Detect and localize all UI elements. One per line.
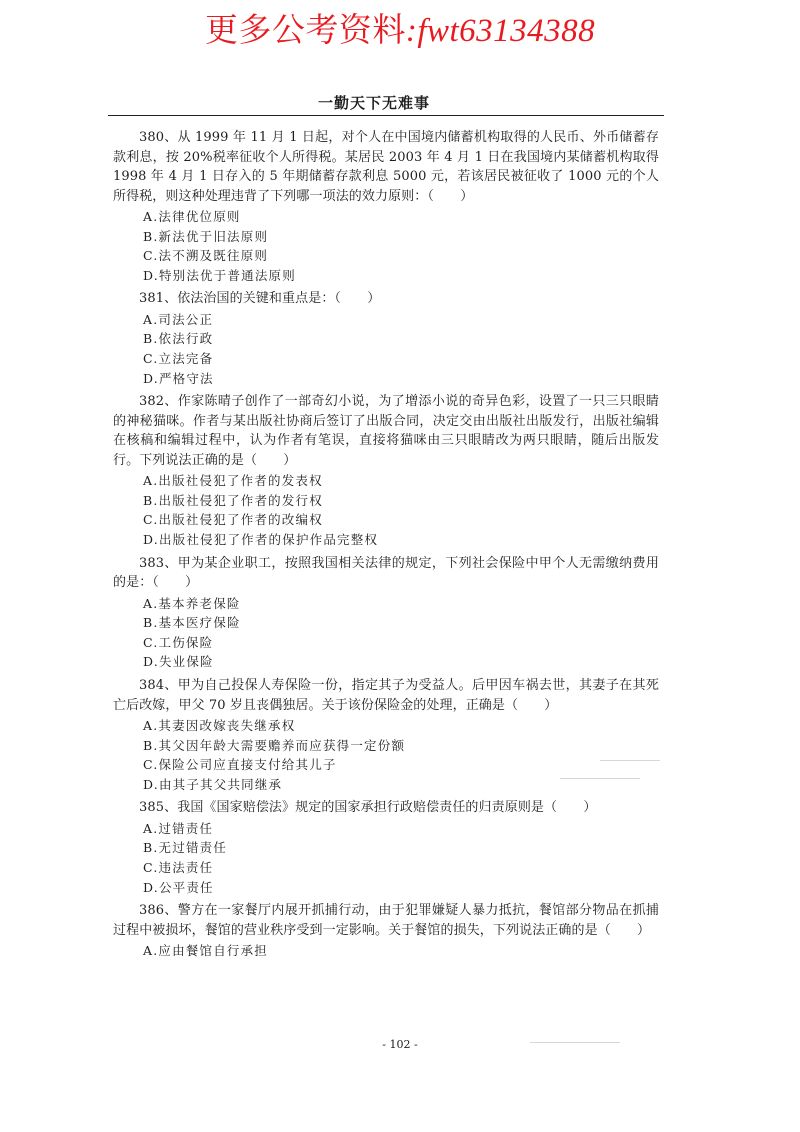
scan-artifact — [530, 1042, 620, 1043]
option-list — [113, 941, 659, 961]
question-stem: 383、甲为某企业职工，按照我国相关法律的规定，下列社会保险中甲个人无需缴纳费用的是：（ ） — [113, 555, 659, 591]
question-380 — [113, 128, 659, 285]
option-b: B.新法优于旧法原则 — [143, 228, 269, 244]
option-b: B.依法行政 — [143, 331, 214, 347]
question-stem: 384、甲为自己投保人寿保险一份，指定其子为受益人。后甲因车祸去世，其妻子在其死亡后改嫁，甲父 70 岁且丧偶独居。关于该份保险金的处理，正确是（ ） — [113, 678, 659, 713]
option-d: D.公平责任 — [143, 879, 214, 895]
option-d: D.特别法优于普通法原则 — [143, 267, 296, 283]
question-384 — [113, 676, 659, 794]
watermark-contact: :fwt63134388 — [405, 13, 596, 49]
watermark-cn: 更多公考资料 — [204, 13, 406, 49]
question-stem: 386、警方在一家餐厅内展开抓捕行动，由于犯罪嫌疑人暴力抵抗，餐馆部分物品在抓捕过程中被损坏，餐馆的营业秩序受到一定影响。关于餐馆的损失，下列说法正确的是（ ） — [113, 903, 659, 938]
option-d: D.由其子其父共同继承 — [143, 776, 283, 792]
question-381 — [113, 289, 659, 388]
option-list — [113, 207, 659, 285]
option-c: C.工伤保险 — [143, 634, 214, 650]
option-list — [113, 716, 659, 794]
option-b: B.基本医疗保险 — [143, 615, 241, 631]
option-c: C.出版社侵犯了作者的改编权 — [143, 512, 323, 528]
option-d: D.出版社侵犯了作者的保护作品完整权 — [143, 532, 379, 548]
page-number: - 102 - — [382, 1038, 418, 1051]
question-383 — [113, 554, 659, 672]
page-header-title: 一勤天下无难事 — [318, 94, 431, 112]
scan-artifact — [600, 760, 660, 761]
question-stem: 381、依法治国的关键和重点是：（ ） — [139, 291, 381, 307]
option-c: C.违法责任 — [143, 860, 214, 876]
question-stem: 380、从 1999 年 11 月 1 日起，对个人在中国境内储蓄机构取得的人民币、外币储蓄存款利息，按 20%税率征收个人所得税。某居民 2003 年 4 月 1 日在我国境内某储蓄机构取得 1998 年 4 月 1 日存入的 5 年期储蓄存款利息 5000 元，若该居民被征收了 1000 元的个人所得税，则这种处理违背了下列哪一项法的效力原则：（ ） — [113, 130, 659, 204]
question-list — [113, 128, 659, 965]
option-d: D.严格守法 — [143, 370, 214, 386]
option-b: B.出版社侵犯了作者的发行权 — [143, 492, 323, 508]
question-382 — [113, 392, 659, 549]
option-a: A.过错责任 — [143, 820, 214, 836]
question-stem: 385、我国《国家赔偿法》规定的国家承担行政赔偿责任的归责原则是（ ） — [139, 800, 597, 816]
question-386 — [113, 901, 659, 961]
header-divider — [108, 115, 664, 116]
option-b: B.无过错责任 — [143, 840, 228, 856]
option-a: A.司法公正 — [143, 311, 214, 327]
option-list — [113, 819, 659, 897]
option-b: B.其父因年龄大需要赡养而应获得一定份额 — [143, 737, 406, 753]
watermark — [0, 4, 800, 51]
option-a: A.其妻因改嫁丧失继承权 — [143, 718, 296, 733]
question-stem: 382、作家陈晴子创作了一部奇幻小说，为了增添小说的奇异色彩，设置了一只三只眼睛的神秘猫咪。作者与某出版社协商后签订了出版合同，决定交由出版社出版发行，出版社编辑在核稿和编辑过程中，认为作者有笔误，直接将猫咪由三只眼睛改为两只眼睛，随后出版发行。下列说法正确的是（ ） — [113, 394, 659, 468]
question-385 — [113, 798, 659, 897]
scan-artifact — [560, 778, 640, 779]
option-list — [113, 471, 659, 549]
option-a: A.基本养老保险 — [143, 595, 241, 611]
option-a: A.应由餐馆自行承担 — [143, 943, 269, 959]
option-list — [113, 594, 659, 672]
option-c: C.法不溯及既往原则 — [143, 248, 269, 264]
option-a: A.出版社侵犯了作者的发表权 — [143, 473, 323, 489]
option-d: D.失业保险 — [143, 654, 214, 670]
option-list — [113, 310, 659, 388]
option-c: C.立法完备 — [143, 351, 214, 367]
option-a: A.法律优位原则 — [143, 209, 241, 224]
option-c: C.保险公司应直接支付给其儿子 — [143, 757, 337, 773]
